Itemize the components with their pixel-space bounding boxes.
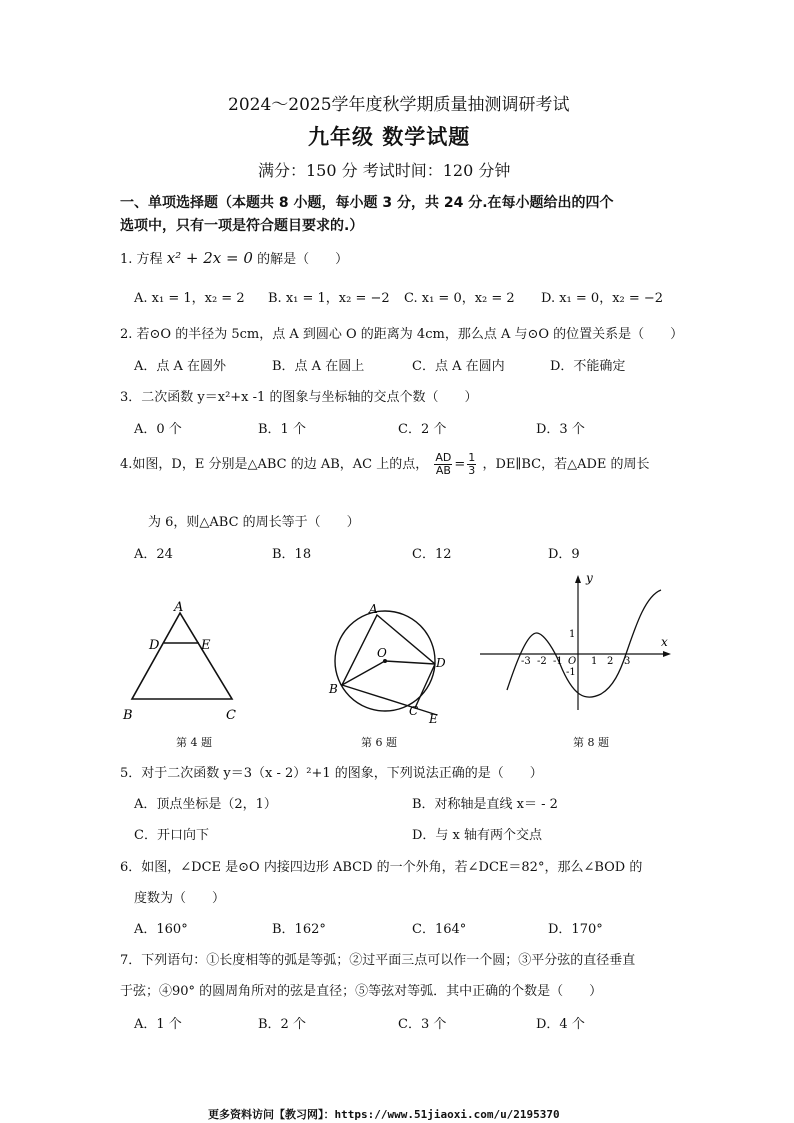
q4-option-c: C．12 bbox=[412, 547, 452, 562]
footer-link[interactable]: 更多资料访问【教习网】：https://www.51jiaoxi.com/u/2195370 bbox=[208, 1108, 560, 1121]
q4-option-b: B．18 bbox=[272, 547, 312, 562]
q3-option-b: B．1 个 bbox=[258, 422, 306, 437]
fig8-xtick-1: 1 bbox=[591, 656, 598, 667]
fig8-xtick-neg1: -1 bbox=[553, 656, 563, 667]
question-3-stem: 3．二次函数 y＝x²+x -1 的图象与坐标轴的交点个数（ ） bbox=[120, 390, 478, 405]
q4-stem-suffix: ，DE∥BC，若△ADE 的周长 bbox=[482, 457, 650, 472]
figure-4-caption: 第 4 题 bbox=[176, 736, 212, 749]
q1-option-c: C. x₁ = 0，x₂ = 2 bbox=[404, 291, 515, 306]
fig8-ytick-neg1: -1 bbox=[566, 667, 576, 678]
fig6-label-d: D bbox=[436, 656, 446, 670]
fig4-label-c: C bbox=[226, 708, 236, 723]
fig6-label-e: E bbox=[429, 712, 438, 726]
q6-option-a: A．160° bbox=[134, 922, 188, 937]
q7-option-a: A．1 个 bbox=[134, 1017, 182, 1032]
q3-option-d: D．3 个 bbox=[536, 422, 585, 437]
q6-option-d: D．170° bbox=[548, 922, 603, 937]
fig4-label-e: E bbox=[201, 638, 211, 653]
figure-8-graph bbox=[475, 570, 675, 720]
q7-option-b: B．2 个 bbox=[258, 1017, 306, 1032]
q1-stem-prefix: 1. 方程 bbox=[120, 252, 163, 267]
fig4-label-d: D bbox=[149, 638, 160, 653]
q1-option-b: B. x₁ = 1，x₂ = −2 bbox=[268, 291, 390, 306]
figure-4-triangle bbox=[110, 595, 260, 730]
x-axis-arrow bbox=[663, 651, 671, 657]
q5-option-a: A．顶点坐标是（2，1） bbox=[134, 797, 277, 812]
exam-title: 2024～2025学年度秋学期质量抽测调研考试 bbox=[228, 95, 570, 115]
fig8-label-x: x bbox=[661, 635, 668, 649]
q6-option-c: C．164° bbox=[412, 922, 467, 937]
fig8-xtick-3: 3 bbox=[624, 656, 631, 667]
question-6-stem-line1: 6．如图，∠DCE 是⊙O 内接四边形 ABCD 的一个外角，若∠DCE＝82°，那么∠BOD 的 bbox=[120, 860, 643, 875]
exam-info: 满分：150 分 考试时间：120 分钟 bbox=[258, 161, 511, 180]
q5-option-c: C．开口向下 bbox=[134, 828, 209, 843]
q2-option-c: C．点 A 在圆内 bbox=[412, 359, 505, 374]
q5-option-b: B．对称轴是直线 x＝ - 2 bbox=[412, 797, 558, 812]
fig4-label-b: B bbox=[123, 708, 133, 723]
cubic-curve bbox=[507, 590, 661, 697]
question-7-stem-line1: 7．下列语句：①长度相等的弧是等弧；②过平面三点可以作一个圆；③平分弦的直径垂直 bbox=[120, 953, 636, 968]
q1-option-d: D. x₁ = 0，x₂ = −2 bbox=[541, 291, 664, 306]
fig6-label-c: C bbox=[409, 704, 419, 718]
q1-equation: x² + 2x = 0 bbox=[166, 249, 253, 267]
q3-option-a: A．0 个 bbox=[134, 422, 182, 437]
fig6-label-b: B bbox=[329, 682, 338, 696]
fig8-xtick-neg3: -3 bbox=[521, 656, 531, 667]
y-axis-arrow bbox=[575, 575, 581, 583]
question-6-stem-line2: 度数为（ ） bbox=[134, 891, 226, 906]
q4-fraction-value bbox=[467, 452, 476, 477]
q4-val-num: 1 bbox=[468, 451, 476, 464]
q4-frac-den: AB bbox=[435, 464, 451, 477]
section-heading-line2: 选项中，只有一项是符合题目要求的.） bbox=[120, 218, 364, 234]
q2-option-b: B．点 A 在圆上 bbox=[272, 359, 365, 374]
q4-option-a: A．24 bbox=[134, 547, 173, 562]
question-4-stem-line1 bbox=[120, 452, 650, 477]
fig8-xtick-neg2: -2 bbox=[537, 656, 547, 667]
q4-frac-num: AD bbox=[435, 451, 452, 464]
q4-equals: = bbox=[454, 457, 466, 472]
question-7-stem-line2: 于弦；④90° 的圆周角所对的弦是直径；⑤等弦对等弧．其中正确的个数是（ ） bbox=[120, 984, 603, 999]
triangle-abc bbox=[132, 613, 232, 699]
q6-option-b: B．162° bbox=[272, 922, 326, 937]
fig8-xtick-2: 2 bbox=[607, 656, 614, 667]
q4-stem-prefix: 4.如图，D，E 分别是△ABC 的边 AB，AC 上的点， bbox=[120, 457, 429, 472]
figure-6-caption: 第 6 题 bbox=[361, 736, 397, 749]
fig6-label-a: A bbox=[369, 602, 378, 616]
q7-option-c: C．3 个 bbox=[398, 1017, 447, 1032]
figure-8-caption: 第 8 题 bbox=[573, 736, 609, 749]
exam-subtitle: 九年级 数学试题 bbox=[308, 125, 471, 149]
segment-od bbox=[385, 661, 435, 664]
q3-option-c: C．2 个 bbox=[398, 422, 447, 437]
q7-option-d: D．4 个 bbox=[536, 1017, 585, 1032]
fig4-label-a: A bbox=[174, 600, 184, 615]
q5-option-d: D．与 x 轴有两个交点 bbox=[412, 828, 543, 843]
question-1-stem bbox=[120, 248, 348, 267]
q4-val-den: 3 bbox=[468, 464, 476, 477]
q1-option-a: A. x₁ = 1，x₂ = 2 bbox=[134, 291, 245, 306]
figure-6-circle bbox=[325, 595, 450, 730]
q1-stem-suffix: 的解是（ ） bbox=[257, 252, 349, 267]
fig8-label-origin: O bbox=[568, 656, 577, 667]
q4-fraction-ratio bbox=[434, 452, 452, 477]
fig6-label-o: O bbox=[377, 646, 387, 660]
q2-option-a: A．点 A 在圆外 bbox=[134, 359, 227, 374]
q2-option-d: D．不能确定 bbox=[550, 359, 626, 374]
fig8-label-y: y bbox=[586, 571, 593, 585]
fig8-ytick-1: 1 bbox=[569, 629, 576, 640]
q4-option-d: D．9 bbox=[548, 547, 580, 562]
section-heading-line1: 一、单项选择题（本题共 8 小题，每小题 3 分，共 24 分.在每小题给出的四个 bbox=[120, 195, 614, 211]
question-2-stem: 2. 若⊙O 的半径为 5cm，点 A 到圆心 O 的距离为 4cm，那么点 A 与⊙O 的位置关系是（ ） bbox=[120, 327, 684, 342]
question-4-stem-line2: 为 6，则△ABC 的周长等于（ ） bbox=[148, 515, 360, 530]
question-5-stem: 5．对于二次函数 y＝3（x - 2）²+1 的图象，下列说法正确的是（ ） bbox=[120, 766, 543, 781]
